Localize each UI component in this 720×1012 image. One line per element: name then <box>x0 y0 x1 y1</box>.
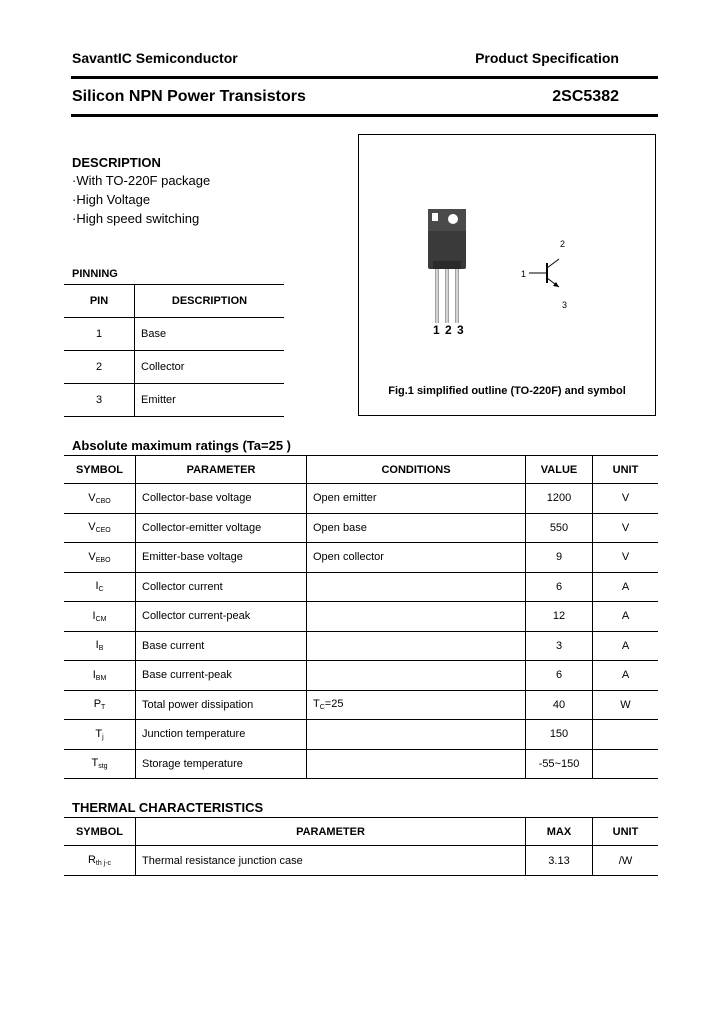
thermal-header-unit: UNIT <box>593 818 659 846</box>
symbol-cell: $I_C$ <box>64 572 136 602</box>
pin-description: Emitter <box>135 384 285 417</box>
conditions-cell <box>307 572 526 602</box>
table-row <box>64 602 658 632</box>
unit-cell <box>593 749 659 779</box>
ratings-header-value: VALUE <box>526 456 593 484</box>
parameter-cell: Thermal resistance junction case <box>136 846 526 876</box>
symbol-pin-3: 3 <box>562 300 568 310</box>
value-cell: 3.13 <box>526 846 593 876</box>
unit-cell: V <box>593 484 659 514</box>
part-number: 2SC5382 <box>552 88 619 105</box>
ratings-header-conditions: CONDITIONS <box>307 456 526 484</box>
parameter-cell: Base current-peak <box>136 661 307 691</box>
conditions-cell <box>307 631 526 661</box>
ratings-header-parameter: PARAMETER <box>136 456 307 484</box>
figure-caption: Fig.1 simplified outline (TO-220F) and symbol <box>388 385 626 397</box>
symbol-cell: $V_{CEO}$ <box>64 513 136 543</box>
parameter-cell: Collector current-peak <box>136 602 307 632</box>
unit-cell: V <box>593 513 659 543</box>
symbol-cell: $V_{EBO}$ <box>64 543 136 573</box>
symbol-cell: $R_{th j-c}$ <box>64 846 136 876</box>
table-row <box>64 543 658 573</box>
symbol-cell: $I_{BM}$ <box>64 661 136 691</box>
pin-number: 1 <box>64 318 135 351</box>
pin-number: 3 <box>64 384 135 417</box>
value-cell: 3 <box>526 631 593 661</box>
value-cell: 12 <box>526 602 593 632</box>
value-cell: 6 <box>526 661 593 691</box>
parameter-cell: Total power dissipation <box>136 690 307 720</box>
table-row <box>64 513 658 543</box>
thermal-header-max: MAX <box>526 818 593 846</box>
pin-number: 2 <box>64 351 135 384</box>
thermal-header-symbol: SYMBOL <box>64 818 136 846</box>
package-pin-labels: 1 2 3 <box>433 323 465 337</box>
symbol-pin-2: 2 <box>560 239 566 249</box>
value-cell: 150 <box>526 720 593 750</box>
table-row <box>64 318 284 351</box>
parameter-cell: Base current <box>136 631 307 661</box>
ratings-header-symbol: SYMBOL <box>64 456 136 484</box>
symbol-cell: $P_T$ <box>64 690 136 720</box>
thermal-header-parameter: PARAMETER <box>136 818 526 846</box>
table-row <box>64 351 284 384</box>
conditions-cell: $T_C=25$ <box>307 690 526 720</box>
symbol-cell: $I_{CM}$ <box>64 602 136 632</box>
figure-box <box>358 134 656 416</box>
table-row <box>64 484 658 514</box>
table-row <box>64 720 658 750</box>
ratings-title: Absolute maximum ratings (Ta=25 ) <box>72 438 292 453</box>
parameter-cell: Emitter-base voltage <box>136 543 307 573</box>
unit-cell: A <box>593 661 659 691</box>
parameter-cell: Collector-base voltage <box>136 484 307 514</box>
pin-description: Base <box>135 318 285 351</box>
table-row <box>64 384 284 417</box>
description-title: DESCRIPTION <box>72 155 161 170</box>
table-row <box>64 846 658 876</box>
unit-cell: A <box>593 602 659 632</box>
description-line: ·High Voltage <box>72 192 151 207</box>
symbol-pin-1: 1 <box>521 269 527 279</box>
pin-description: Collector <box>135 351 285 384</box>
unit-cell: /W <box>593 846 659 876</box>
to220f-package-image <box>420 205 480 330</box>
unit-cell: A <box>593 631 659 661</box>
company-name: SavantIC Semiconductor <box>72 50 238 66</box>
symbol-cell: $V_{CBO}$ <box>64 484 136 514</box>
description-line: ·With TO-220F package <box>72 173 211 188</box>
value-cell: 1200 <box>526 484 593 514</box>
unit-cell: A <box>593 572 659 602</box>
unit-cell: V <box>593 543 659 573</box>
table-row <box>64 572 658 602</box>
table-row <box>64 690 658 720</box>
value-cell: 9 <box>526 543 593 573</box>
table-row <box>64 661 658 691</box>
pinning-header-description: DESCRIPTION <box>135 285 285 318</box>
conditions-cell <box>307 602 526 632</box>
spec-label: Product Specification <box>475 50 619 66</box>
value-cell: 6 <box>526 572 593 602</box>
pinning-header-pin: PIN <box>64 285 135 318</box>
pinning-table <box>64 284 284 417</box>
thermal-title: THERMAL CHARACTERISTICS <box>72 800 264 815</box>
unit-cell <box>593 720 659 750</box>
description-line: ·High speed switching <box>72 211 200 226</box>
conditions-cell <box>307 720 526 750</box>
npn-transistor-symbol-icon <box>515 235 575 310</box>
conditions-cell: Open emitter <box>307 484 526 514</box>
value-cell: 40 <box>526 690 593 720</box>
parameter-cell: Storage temperature <box>136 749 307 779</box>
conditions-cell <box>307 661 526 691</box>
parameter-cell: Junction temperature <box>136 720 307 750</box>
symbol-cell: $I_B$ <box>64 631 136 661</box>
value-cell: 550 <box>526 513 593 543</box>
conditions-cell: Open collector <box>307 543 526 573</box>
ratings-table <box>64 455 658 779</box>
page-title: Silicon NPN Power Transistors <box>72 88 306 105</box>
table-row <box>64 749 658 779</box>
ratings-header-unit: UNIT <box>593 456 659 484</box>
conditions-cell <box>307 749 526 779</box>
unit-cell: W <box>593 690 659 720</box>
parameter-cell: Collector current <box>136 572 307 602</box>
header-rule-bottom <box>71 114 658 117</box>
conditions-cell: Open base <box>307 513 526 543</box>
header-rule-top <box>71 76 658 79</box>
thermal-table <box>64 817 658 876</box>
value-cell: -55~150 <box>526 749 593 779</box>
symbol-cell: $T_j$ <box>64 720 136 750</box>
symbol-cell: $T_{stg}$ <box>64 749 136 779</box>
pinning-title: PINNING <box>72 268 118 280</box>
table-row <box>64 631 658 661</box>
parameter-cell: Collector-emitter voltage <box>136 513 307 543</box>
